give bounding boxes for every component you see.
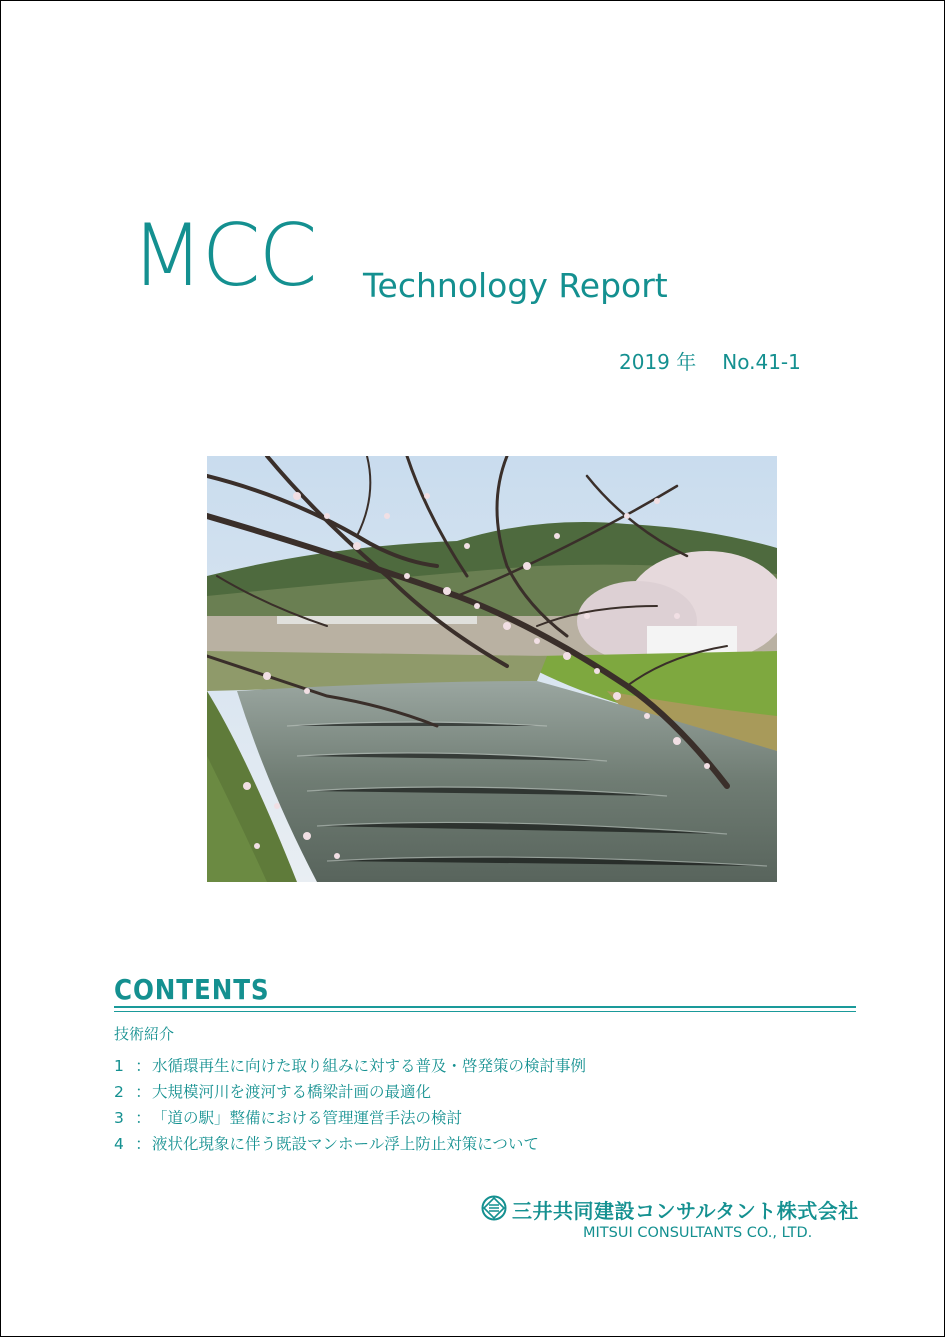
brand-title: MCC — [131, 206, 316, 306]
list-item: 4 ：液状化現象に伴う既設マンホール浮上防止対策について — [114, 1135, 539, 1153]
contents-heading: CONTENTS — [114, 973, 270, 1006]
list-item: 3 ：「道の駅」整備における管理運営手法の検討 — [114, 1109, 463, 1127]
company-name-jp: 三井共同建設コンサルタント株式会社 — [512, 1199, 859, 1223]
issue-line — [619, 346, 801, 375]
issue-number: No.41-1 — [722, 350, 801, 374]
contents-list — [114, 1053, 586, 1157]
contents-category: 技術紹介 — [114, 1025, 175, 1043]
issue-year: 2019 年 — [619, 350, 697, 374]
report-title: Technology Report — [363, 266, 668, 305]
contents-rule-bottom — [114, 1011, 856, 1012]
list-item: 1 ：水循環再生に向けた取り組みに対する普及・啓発策の検討事例 — [114, 1057, 587, 1075]
company-name-en: MITSUI CONSULTANTS CO., LTD. — [583, 1225, 813, 1241]
contents-rule-top — [114, 1006, 856, 1008]
cover-photo — [207, 456, 777, 882]
list-item: 2 ：大規模河川を渡河する橋梁計画の最適化 — [114, 1083, 432, 1101]
company-logo-icon — [481, 1195, 507, 1221]
